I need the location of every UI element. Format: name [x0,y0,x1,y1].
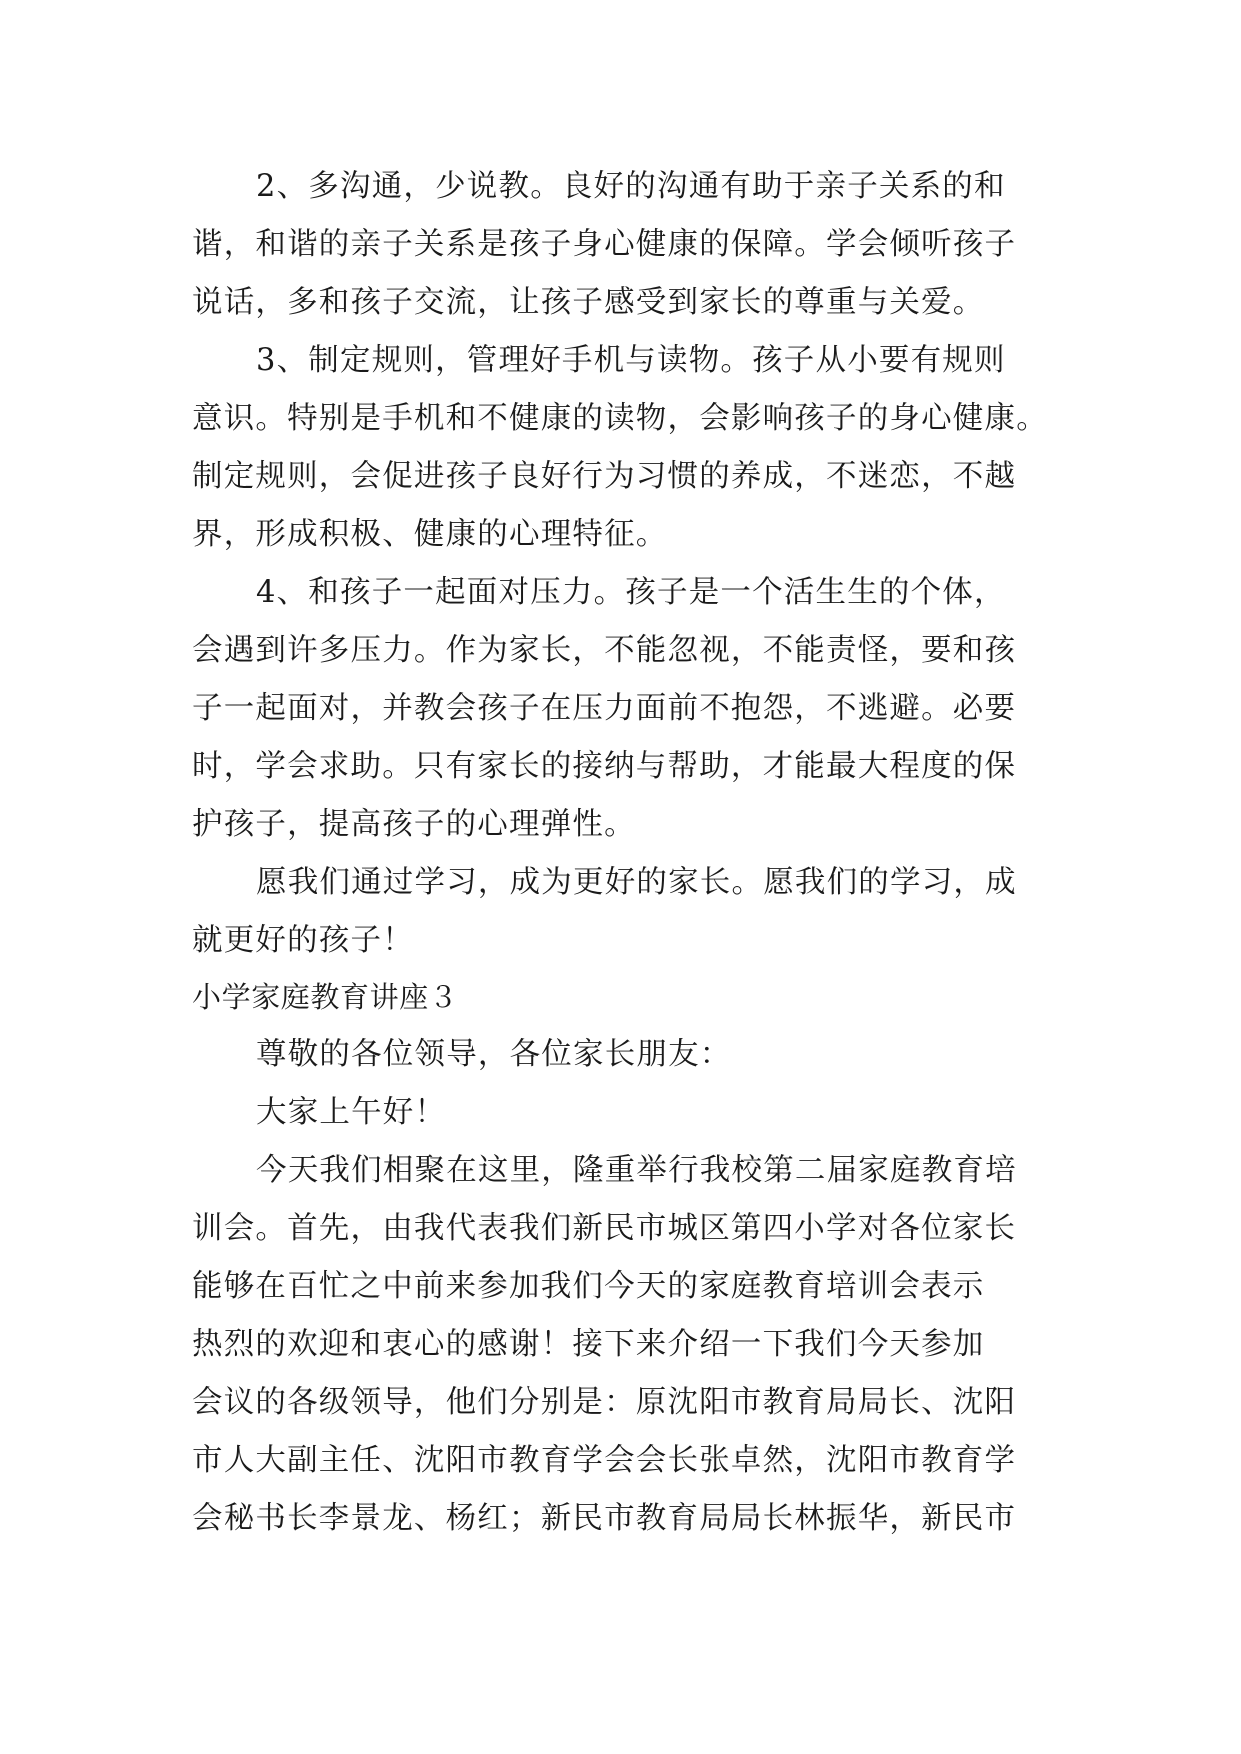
closing-line-2: 就更好的孩子！ [192,923,414,958]
closing-line-1: 愿我们通过学习，成为更好的家长。愿我们的学习，成 [256,865,1017,900]
paragraph-2-line-1: 2、多沟通，少说教。良好的沟通有助于亲子关系的和 [256,169,1006,204]
paragraph-4-line-3: 子一起面对，并教会孩子在压力面前不抱怨，不逃避。必要 [192,691,1017,726]
paragraph-3-line-3: 制定规则，会促进孩子良好行为习惯的养成，不迷恋，不越 [192,459,1017,494]
paragraph-4-line-4: 时，学会求助。只有家长的接纳与帮助，才能最大程度的保 [192,749,1017,784]
paragraph-3-line-1: 3、制定规则，管理好手机与读物。孩子从小要有规则 [256,343,1006,378]
salutation-line: 大家上午好！ [256,1095,447,1130]
paragraph-2-line-3: 说话，多和孩子交流，让孩子感受到家长的尊重与关爱。 [192,285,985,320]
paragraph-2-line-2: 谐，和谐的亲子关系是孩子身心健康的保障。学会倾听孩子 [192,227,1017,262]
paragraph-4-line-2: 会遇到许多压力。作为家长，不能忽视，不能责怪，要和孩 [192,633,1017,668]
speech-line-1: 今天我们相聚在这里，隆重举行我校第二届家庭教育培 [256,1153,1017,1188]
section-heading: 小学家庭教育讲座３ [192,980,459,1014]
paragraph-3-line-4: 界，形成积极、健康的心理特征。 [192,517,668,552]
speech-line-3: 能够在百忙之中前来参加我们今天的家庭教育培训会表示 [192,1269,985,1304]
speech-line-7: 会秘书长李景龙、杨红；新民市教育局局长林振华，新民市 [192,1501,1017,1536]
speech-line-2: 训会。首先，由我代表我们新民市城区第四小学对各位家长 [192,1211,1017,1246]
speech-line-5: 会议的各级领导，他们分别是：原沈阳市教育局局长、沈阳 [192,1385,1017,1420]
paragraph-3-line-2: 意识。特别是手机和不健康的读物，会影响孩子的身心健康。 [192,401,1048,436]
speech-line-4: 热烈的欢迎和衷心的感谢！接下来介绍一下我们今天参加 [192,1327,985,1362]
greeting-line: 尊敬的各位领导，各位家长朋友： [256,1037,732,1072]
speech-line-6: 市人大副主任、沈阳市教育学会会长张卓然，沈阳市教育学 [192,1443,1017,1478]
paragraph-4-line-1: 4、和孩子一起面对压力。孩子是一个活生生的个体， [256,575,1006,610]
paragraph-4-line-5: 护孩子，提高孩子的心理弹性。 [192,807,636,842]
